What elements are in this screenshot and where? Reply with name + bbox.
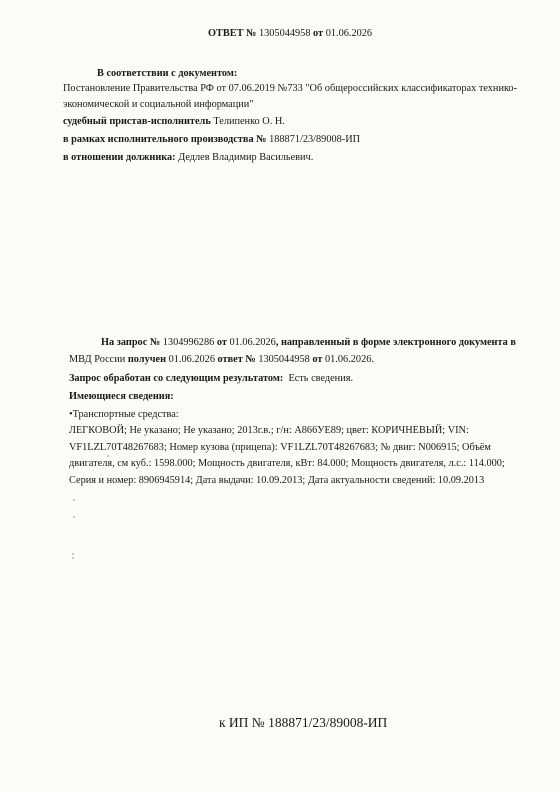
debtor-line: в отношении должника: Дедлев Владимир Васильевич. [63,152,314,163]
answer-header: ОТВЕТ № 1305044958 от 01.06.2026 [208,28,373,39]
result-line: Запрос обработан со следующим результатом: Есть сведения. [69,373,354,384]
proceeding-line: в рамках исполнительного производства № 188871/23/89008-ИП [63,134,361,145]
basis-document-line1: Постановление Правительства РФ от 07.06.2019 №733 "Об общероссийских классификаторах технико- [63,83,518,94]
basis-document-line2: экономической и социальной информации" [63,99,254,110]
info-line: VF1LZL70T48267683; Номер кузова (прицепа): VF1LZL70T48267683; № двиг: N006915; Объём [69,442,491,453]
basis-heading: В соответствии с документом: [97,68,238,79]
info-line: двигателя, см куб.: 1598.000; Мощность двигателя, кВт: 84.000; Мощность двигателя, л.с.: 114.000; [69,458,505,469]
request-line2: МВД России получен 01.06.2026 ответ № 1305044958 от 01.06.2026. [69,354,374,365]
footer-note: к ИП № 188871/23/89008-ИП [219,715,388,730]
request-line1: На запрос № 1304996286 от 01.06.2026, направленный в форме электронного документа в [101,337,516,348]
scan-speck [73,499,75,501]
bailiff-line: судебный пристав-исполнитель Телипенко О. Н. [63,116,285,127]
scan-speck [107,455,109,457]
info-line: ЛЕГКОВОЙ; Не указано; Не указано; 2013г.в.; г/н: А866УЕ89; цвет: КОРИЧНЕВЫЙ; VIN: [69,425,469,436]
scan-speck [73,516,75,518]
scan-speck [72,557,74,559]
info-category: •Транспортные средства: [69,409,179,420]
info-line: Серия и номер: 8906945914; Дата выдачи: 10.09.2013; Дата актуальности сведений: 10.09.2013 [69,475,485,486]
scan-speck [72,553,74,555]
info-heading: Имеющиеся сведения: [69,391,174,402]
